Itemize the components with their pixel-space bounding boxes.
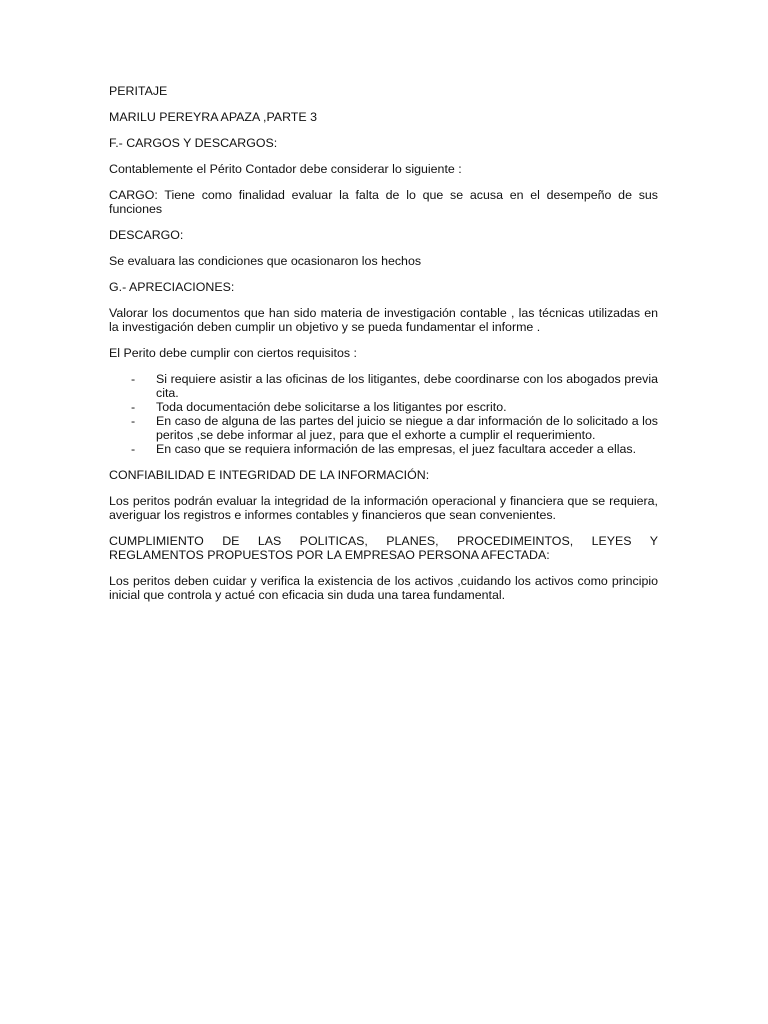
- confiabilidad-paragraph: Los peritos podrán evaluar la integridad de la información operacional y financiera que se requiera, averiguar los registros e informes contables y financieros que sean convenientes.: [109, 494, 658, 522]
- author-line: MARILU PEREYRA APAZA ,PARTE 3: [109, 110, 317, 124]
- bullet-dash: -: [131, 414, 136, 428]
- list-item-text: En caso de alguna de las partes del juicio se niegue a dar información de lo solicitado a los peritos ,se debe informar al juez, para que el exhorte a cumplir el requerimiento.: [156, 414, 658, 442]
- cargo-paragraph: CARGO: Tiene como finalidad evaluar la falta de lo que se acusa en el desempeño de sus funciones: [109, 188, 658, 216]
- bullet-dash: -: [131, 400, 136, 414]
- cumplimiento-paragraph: Los peritos deben cuidar y verifica la existencia de los activos ,cuidando los activos como principio inicial que controla y actué con eficacia sin duda una tarea fundamental.: [109, 574, 658, 602]
- bullet-dash: -: [131, 372, 136, 386]
- list-item-text: Toda documentación debe solicitarse a los litigantes por escrito.: [156, 400, 507, 414]
- list-item: [109, 400, 658, 414]
- document-heading: PERITAJE: [109, 84, 168, 98]
- list-item: [109, 372, 658, 400]
- document-body: [109, 84, 658, 614]
- cumplimiento-heading-line2: REGLAMENTOS PROPUESTOS POR LA EMPRESAO PERSONA AFECTADA:: [109, 548, 550, 562]
- descargo-paragraph: Se evaluara las condiciones que ocasionaron los hechos: [109, 254, 422, 268]
- intro-paragraph: Contablemente el Périto Contador debe considerar lo siguiente :: [109, 162, 462, 176]
- list-item-text: En caso que se requiera información de las empresas, el juez facultara acceder a ellas.: [156, 442, 637, 456]
- section-g-heading: G.- APRECIACIONES:: [109, 280, 235, 294]
- descargo-label: DESCARGO:: [109, 228, 184, 242]
- list-item-text: Si requiere asistir a las oficinas de los litigantes, debe coordinarse con los abogados previa cita.: [156, 372, 658, 400]
- requisitos-list: [109, 372, 658, 456]
- section-f-heading: F.- CARGOS Y DESCARGOS:: [109, 136, 278, 150]
- apreciaciones-paragraph: Valorar los documentos que han sido materia de investigación contable , las técnicas utilizadas en la investigación deben cumplir un objetivo y se pueda fundamentar el informe .: [109, 306, 658, 334]
- list-item: [109, 442, 658, 456]
- requisitos-intro: El Perito debe cumplir con ciertos requisitos :: [109, 346, 357, 360]
- bullet-dash: -: [131, 442, 136, 456]
- list-item: [109, 414, 658, 442]
- cumplimiento-heading: [109, 534, 658, 562]
- confiabilidad-heading: CONFIABILIDAD E INTEGRIDAD DE LA INFORMACIÓN:: [109, 468, 430, 482]
- cumplimiento-heading-line1: CUMPLIMIENTO DE LAS POLITICAS, PLANES, PROCEDIMEINTOS, LEYES Y: [109, 534, 658, 548]
